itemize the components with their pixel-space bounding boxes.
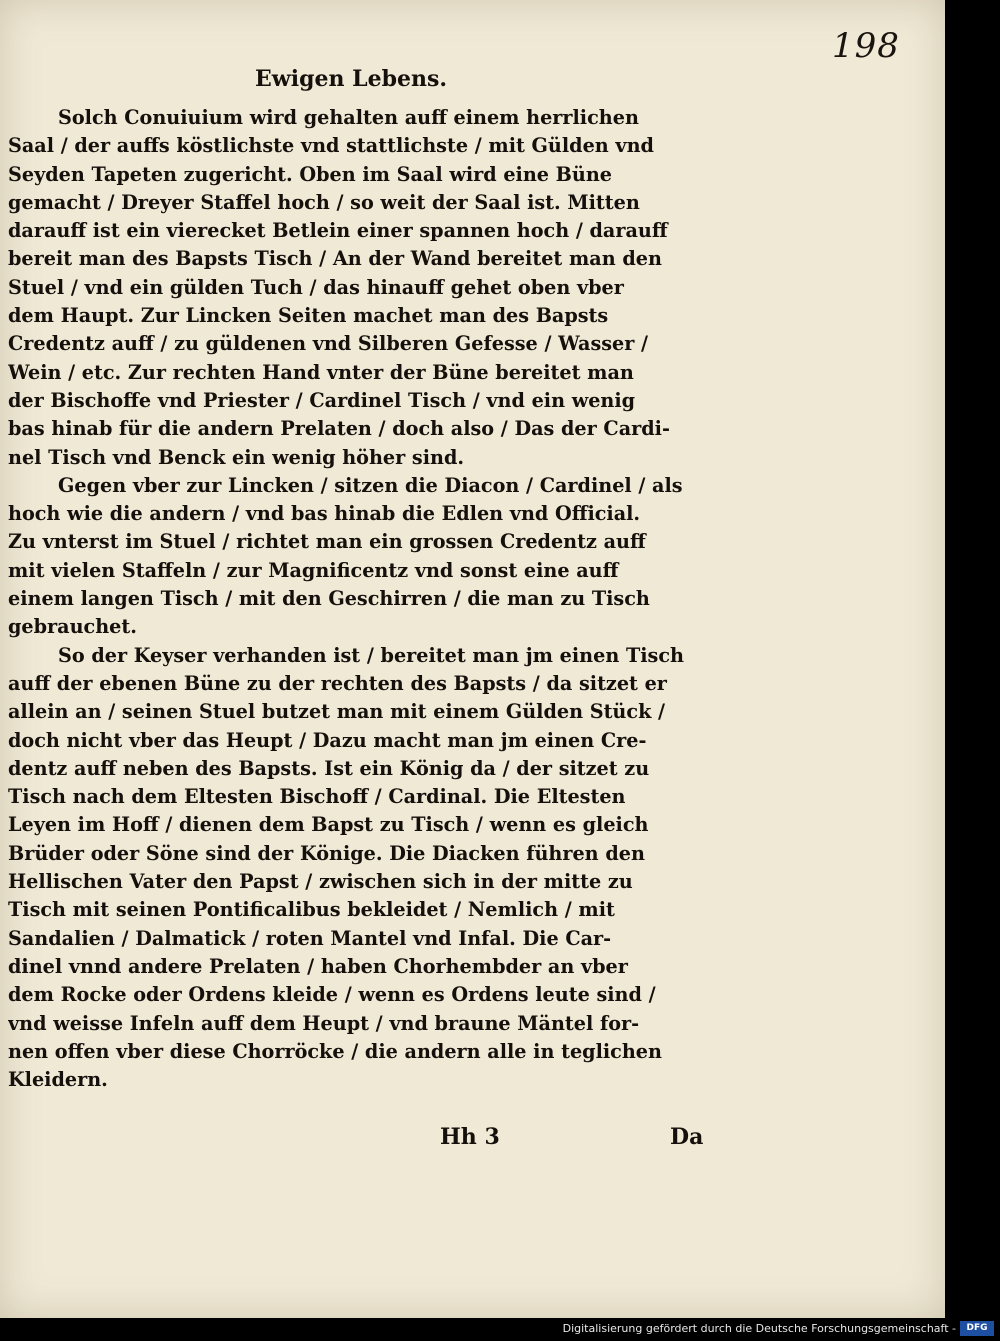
text-line: nel Tisch vnd Benck ein wenig höher sind. (8, 445, 465, 469)
dfg-credit: Digitalisierung gefördert durch die Deutsche Forschungsgemeinschaft - (562, 1322, 956, 1335)
text-line: Solch Conuiuium wird gehalten auff einem herrlichen (58, 106, 639, 129)
text-line: allein an / seinen Stuel butzet man mit einem Gülden Stück / (8, 700, 666, 724)
text-line: bereit man des Bapsts Tisch / An der Wand bereitet man den (8, 247, 662, 271)
text-line: der Bischoffe vnd Priester / Cardinel Tisch / vnd ein wenig (8, 388, 636, 412)
text-line: Hellischen Vater den Papst / zwischen sich in der mitte zu (8, 870, 633, 894)
text-line: gemacht / Dreyer Staffel hoch / so weit der Saal ist. Mitten (8, 190, 640, 214)
running-title: Ewigen Lebens. (255, 66, 447, 92)
body-text (8, 104, 720, 1094)
catchword: Da (670, 1124, 704, 1150)
dfg-logo: DFG (960, 1321, 994, 1336)
text-line: Sandalien / Dalmatick / roten Mantel vnd Infal. Die Car- (8, 926, 612, 950)
text-line: doch nicht vber das Heupt / Dazu macht man jm einen Cre- (8, 728, 647, 752)
text-line: nen offen vber diese Chorröcke / die andern alle in teglichen (8, 1039, 662, 1063)
text-line: Leyen im Hoff / dienen dem Bapst zu Tisch / wenn es gleich (8, 813, 649, 837)
signature-mark: Hh 3 (440, 1124, 500, 1150)
text-line: Tisch mit seinen Pontificalibus bekleidet / Nemlich / mit (8, 898, 615, 922)
text-line: Saal / der auffs köstlichste vnd stattlichste / mit Gülden vnd (8, 134, 654, 158)
text-line: bas hinab für die andern Prelaten / doch also / Das der Cardi- (8, 417, 670, 441)
text-line: Seyden Tapeten zugericht. Oben im Saal wird eine Büne (8, 162, 612, 186)
text-line: Zu vnterst im Stuel / richtet man ein grossen Credentz auff (8, 530, 646, 554)
text-line: mit vielen Staffeln / zur Magnificentz vnd sonst eine auff (8, 558, 619, 582)
text-line: Credentz auff / zu güldenen vnd Silberen Gefesse / Wasser / (8, 332, 649, 356)
page-number: 198 (832, 26, 900, 66)
text-line: einem langen Tisch / mit den Geschirren / die man zu Tisch (8, 587, 650, 611)
text-line: vnd weisse Infeln auff dem Heupt / vnd braune Mäntel for- (8, 1011, 640, 1035)
text-line: dentz auff neben des Bapsts. Ist ein König da / der sitzet zu (8, 756, 650, 780)
text-line: Gegen vber zur Lincken / sitzen die Diacon / Cardinel / als (58, 473, 683, 497)
text-line: So der Keyser verhanden ist / bereitet man jm einen Tisch (58, 643, 684, 667)
text-line: Brüder oder Söne sind der Könige. Die Diacken führen den (8, 841, 645, 865)
text-line: darauff ist ein vierecket Betlein einer spannen hoch / darauff (8, 219, 668, 243)
footer-bar (0, 1318, 1000, 1341)
text-line: Kleidern. (8, 1068, 108, 1092)
text-line: dem Haupt. Zur Lincken Seiten machet man des Bapsts (8, 304, 609, 328)
text-line: dem Rocke oder Ordens kleide / wenn es Ordens leute sind / (8, 983, 656, 1007)
text-line: Stuel / vnd ein gülden Tuch / das hinauff gehet oben vber (8, 275, 624, 299)
text-line: hoch wie die andern / vnd bas hinab die Edlen vnd Official. (8, 502, 641, 526)
text-line: gebrauchet. (8, 615, 137, 639)
text-line: auff der ebenen Büne zu der rechten des Bapsts / da sitzet er (8, 671, 667, 695)
text-line: dinel vnnd andere Prelaten / haben Chorhembder an vber (8, 954, 628, 978)
text-line: Wein / etc. Zur rechten Hand vnter der Büne bereitet man (8, 360, 634, 384)
text-line: Tisch nach dem Eltesten Bischoff / Cardinal. Die Eltesten (8, 785, 626, 809)
